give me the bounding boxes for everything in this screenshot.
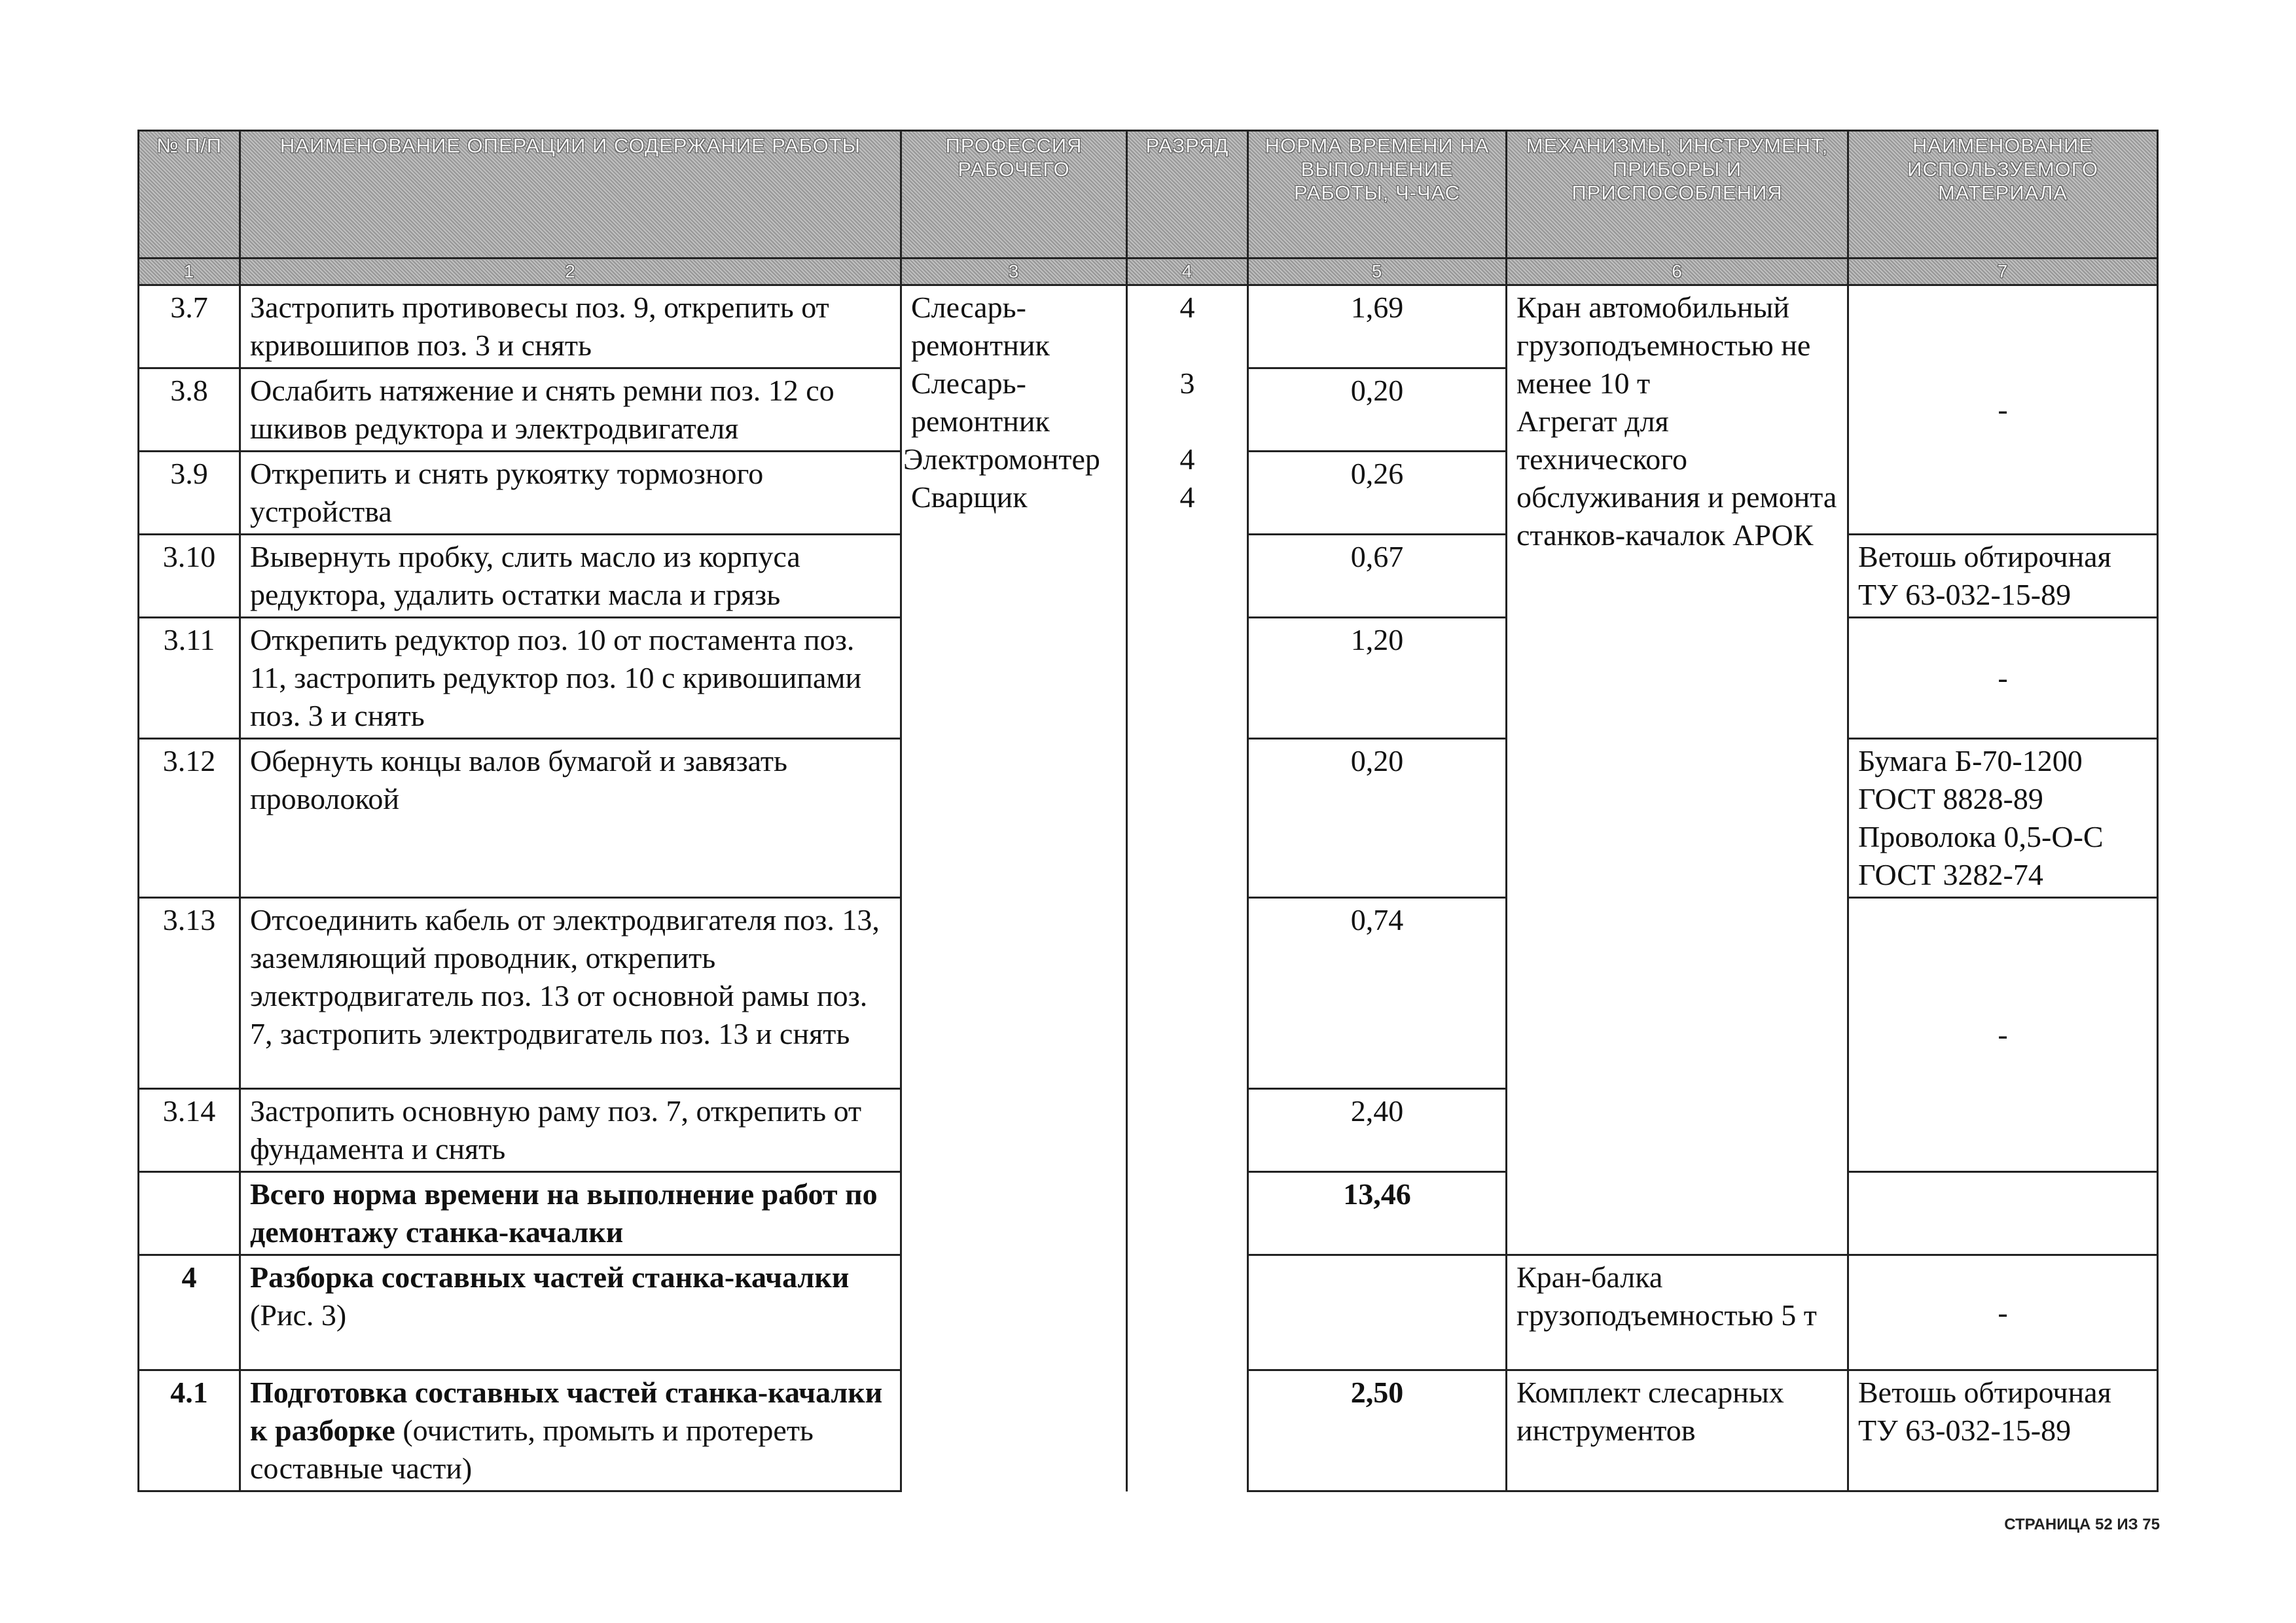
header-material: НАИМЕНОВАНИЕ ИСПОЛЬЗУЕМОГО МАТЕРИАЛА: [1848, 131, 2158, 259]
page-number: СТРАНИЦА 52 ИЗ 75: [2004, 1516, 2160, 1533]
grade-item: 4: [1179, 442, 1195, 476]
material-wire: Проволока 0,5-О-С ГОСТ 3282-74: [1858, 820, 2104, 891]
table-row: [139, 285, 2158, 368]
row-norm: 0,74: [1248, 898, 1507, 1089]
section-title-bold: Разборка составных частей станка-качалки: [250, 1260, 850, 1294]
section-title-rest: (очистить, промыть и протереть составные части): [250, 1414, 814, 1485]
section-mechanism: Кран-балка грузоподъемностью 5 т: [1507, 1255, 1848, 1370]
material-cell: [1848, 739, 2158, 898]
total-num: [139, 1172, 240, 1255]
row-operation: Застропить основную раму поз. 7, открепить от фундамента и снять: [240, 1089, 901, 1172]
profession-item: Слесарь-ремонтник: [911, 366, 1050, 438]
header-number: 2: [240, 259, 901, 285]
section-num: 4.1: [139, 1370, 240, 1491]
grade-item: 4: [1179, 291, 1195, 324]
section-norm: 2,50: [1248, 1370, 1507, 1491]
row-operation: Открепить и снять рукоятку тормозного устройства: [240, 452, 901, 535]
grade-item: 3: [1179, 366, 1195, 400]
profession-item: Слесарь-ремонтник: [911, 291, 1050, 362]
row-num: 3.11: [139, 618, 240, 739]
header-num: № П/П: [139, 131, 240, 259]
operations-table: [137, 130, 2159, 1492]
row-operation: Обернуть концы валов бумагой и завязать проволокой: [240, 739, 901, 898]
row-norm: 0,26: [1248, 452, 1507, 535]
header-operation: НАИМЕНОВАНИЕ ОПЕРАЦИИ И СОДЕРЖАНИЕ РАБОТЫ: [240, 131, 901, 259]
section-material: -: [1848, 1255, 2158, 1370]
header-number: 3: [901, 259, 1127, 285]
header-mechanisms: МЕХАНИЗМЫ, ИНСТРУМЕНТ, ПРИБОРЫ И ПРИСПОСОБЛЕНИЯ: [1507, 131, 1848, 259]
section-material: Ветошь обтирочная ТУ 63-032-15-89: [1848, 1370, 2158, 1491]
profession-item: Сварщик: [911, 480, 1028, 514]
row-num: 3.13: [139, 898, 240, 1089]
section-mechanism: Комплект слесарных инструментов: [1507, 1370, 1848, 1491]
header-number: 7: [1848, 259, 2158, 285]
material-cell: -: [1848, 618, 2158, 739]
row-operation: Отсоединить кабель от электродвигателя поз. 13, заземляющий проводник, открепить электродвигатель поз. 13 от основной рамы поз. 7, застропить электродвигатель поз. 13 и снять: [240, 898, 901, 1089]
header-grade: РАЗРЯД: [1127, 131, 1248, 259]
section-num: 4: [139, 1255, 240, 1370]
section-title-rest: (Рис. 3): [250, 1298, 347, 1332]
row-num: 3.9: [139, 452, 240, 535]
row-num: 3.7: [139, 285, 240, 368]
header-number: 1: [139, 259, 240, 285]
grade-item: 4: [1179, 480, 1195, 514]
header-number: 4: [1127, 259, 1248, 285]
mechanisms-cell: [1507, 285, 1848, 1255]
header-row: [139, 131, 2158, 259]
row-operation: Застропить противовесы поз. 9, открепить от кривошипов поз. 3 и снять: [240, 285, 901, 368]
section-norm: [1248, 1255, 1507, 1370]
total-label: Всего норма времени на выполнение работ по демонтажу станка-качалки: [240, 1172, 901, 1255]
material-cell: [1848, 1172, 2158, 1255]
row-norm: 0,67: [1248, 535, 1507, 618]
material-cell: -: [1848, 285, 2158, 535]
total-value: 13,46: [1248, 1172, 1507, 1255]
section-title: [240, 1255, 901, 1370]
profession-item: Электромонтер: [903, 442, 1100, 476]
section-title: [240, 1370, 901, 1491]
row-operation: Вывернуть пробку, слить масло из корпуса редуктора, удалить остатки масла и грязь: [240, 535, 901, 618]
row-norm: 1,20: [1248, 618, 1507, 739]
row-num: 3.8: [139, 368, 240, 452]
row-operation: Открепить редуктор поз. 10 от постамента поз. 11, застропить редуктор поз. 10 с кривошипами поз. 3 и снять: [240, 618, 901, 739]
header-norm: НОРМА ВРЕМЕНИ НА ВЫПОЛНЕНИЕ РАБОТЫ, Ч-ЧАС: [1248, 131, 1507, 259]
grade-cell: [1127, 285, 1248, 1491]
row-num: 3.12: [139, 739, 240, 898]
row-num: 3.14: [139, 1089, 240, 1172]
mechanism-crane: Кран автомобильный грузоподъемностью не менее 10 т: [1516, 291, 1811, 400]
mechanism-unit: Агрегат для технического обслуживания и ремонта станков-качалок АРОК: [1516, 404, 1837, 552]
header-profession: ПРОФЕССИЯ РАБОЧЕГО: [901, 131, 1127, 259]
header-number: 6: [1507, 259, 1848, 285]
header-number: 5: [1248, 259, 1507, 285]
row-operation: Ослабить натяжение и снять ремни поз. 12 со шкивов редуктора и электродвигателя: [240, 368, 901, 452]
row-norm: 1,69: [1248, 285, 1507, 368]
header-numbers-row: [139, 259, 2158, 285]
material-cell: Ветошь обтирочная ТУ 63-032-15-89: [1848, 535, 2158, 618]
material-paper: Бумага Б-70-1200 ГОСТ 8828-89: [1858, 744, 2083, 815]
profession-cell: [901, 285, 1127, 1491]
section-title-bold: Подготовка составных частей станка-качалки к разборке: [250, 1376, 883, 1447]
row-norm: 0,20: [1248, 368, 1507, 452]
row-num: 3.10: [139, 535, 240, 618]
row-norm: 2,40: [1248, 1089, 1507, 1172]
material-cell: -: [1848, 898, 2158, 1172]
row-norm: 0,20: [1248, 739, 1507, 898]
